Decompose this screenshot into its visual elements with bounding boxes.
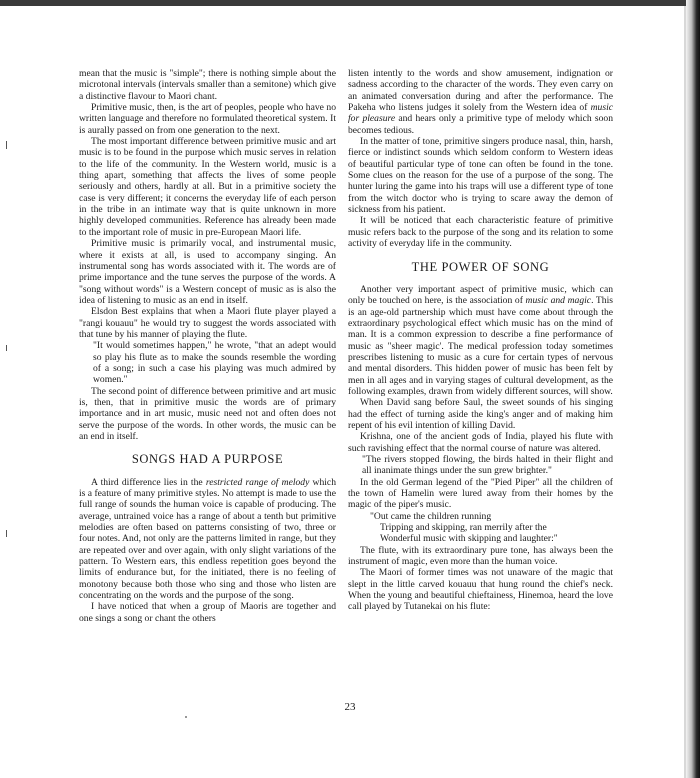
section-heading: SONGS HAD A PURPOSE [131,452,284,467]
verse-line: Tripping and skipping, ran merrily after the [380,522,547,534]
paragraph: The most important difference between primitive music and art music is to be found in the purpose which music serves in relation to the life of the community. In the Western world, music is a thing apart, something that affects the lives of some people seriously and others, hardly at all. But in a primitive society the case is very different; it concerns the everyday life of each person in the tribe in an intimate way that is quite unknown in more highly developed communities. Reference has already been made to the important role of music in pre-European Maori life. [79,136,336,238]
scan-top-edge [0,0,700,6]
text-run: and hears only a primitive type of melody which soon becomes tedious. [348,113,613,136]
speck [185,716,187,718]
paragraph [348,284,613,397]
text-run: Another very important aspect of primitive music, which can only be touched on here, is the association of [348,283,613,307]
paragraph: Primitive music is primarily vocal, and instrumental music, where it exists at all, is used to accompany singing. An instrumental song has words associated with it. The words are of prime importance and the tune serves the purpose of the words. A "song without words" is a Western concept of music as is also the idea of listening to music as an end in itself. [79,238,336,306]
paragraph: Primitive music, then, is the art of peoples, people who have no written language and therefore no formulated theoretical system. It is aurally passed on from one generation to the next. [79,102,336,136]
verse-line: Wonderful music with skipping and laughter:" [380,533,558,545]
paragraph: The Maori of former times was not unaware of the magic that slept in the little carved kouauu that hung round the chief's neck. When the young and beautiful chieftainess, Hinemoa, heard the love call played by Tutanekai on his flute: [348,567,613,613]
margin-mark [6,530,7,537]
block-quote: "The rivers stopped flowing, the birds halted in their flight and all inanimate things under the sun grew brighter." [362,454,613,477]
margin-mark [6,345,7,351]
paragraph: Krishna, one of the ancient gods of India, played his flute with such ravishing effect that the normal course of nature was altered. [348,431,613,454]
italic-text: restricted range of melody [205,476,310,488]
italic-text: music and magic [525,295,592,307]
text-run: listen intently to the words and show amusement, indignation or sadness according to the character of the words. They even carry on an animated conversation during and after the performance. The Pakeha who listens judges it solely from the Western idea of [348,68,613,114]
text-run: which is a feature of many primitive styles. No attempt is made to use the full range of sounds the human voice is capable of producing. The average, untrained voice has a range of about a tenth but primitive melodies are often based on patterns consisting of two, three or four notes. And, not only are the patterns limited in range, but they are repeated over and over again, with only slight variations of the pattern. To Western ears, this endless repetition goes beyond the limits of endurance but, for the initiated, there is no feeling of monotony because both those who sing and those who listen are concentrating on the words and the purpose of the song. [79,476,336,602]
verse-line: "Out came the children running [370,510,492,522]
paragraph: The flute, with its extraordinary pure tone, has always been the instrument of magic, even more than the human voice. [348,544,613,568]
margin-mark [6,141,7,149]
paragraph: When David sang before Saul, the sweet sounds of his singing had the effect of turning aside the king's anger and of making him repent of his evil intention of killing David. [348,397,613,431]
paragraph: I have noticed that when a group of Maoris are together and one sings a song or chant the others [79,601,336,624]
paragraph [348,68,613,136]
text-run: A third difference lies in the [91,476,206,488]
block-quote: "It would sometimes happen," he wrote, "that an adept would so play his flute as to make the sounds resemble the wording of a song; in such a case his playing was much admired by women." [93,340,336,386]
text-run: . This is an age-old partnership which must have come about through the extraordinary psychological effect which music has on the mind of man. It is a common expression to describe a fine performance of music as "sheer magic'. The medical profession today sometimes prescribes listening to music as a cure for certain types of nervous and mental disorders. This hidden power of music has been felt by men in all ages and in varying stages of cultural development, as the following examples, drawn from widely different sources, will show. [348,295,613,397]
scan-right-edge [686,0,700,778]
paragraph: In the matter of tone, primitive singers produce nasal, thin, harsh, fierce or indistinct sounds which seldom conform to Western ideas of beautiful particular type of tone can often be found in the tone. Some clues on the reason for the use of a purpose of the song. The hunter luring the game into his traps will use a different type of tone from the witch doctor who is trying to scare away the demon of sickness from his patient. [348,136,613,216]
page-number: 23 [344,701,356,713]
paragraph: It will be noticed that each characteristic feature of primitive music refers back to the purpose of the song and its relation to some activity of everyday life in the community. [348,215,613,250]
paragraph: mean that the music is "simple"; there is nothing simple about the microtonal intervals (intervals smaller than a semitone) which give a distinctive flavour to Maori chant. [79,68,336,102]
paragraph [79,477,336,602]
paragraph: The second point of difference between primitive and art music is, then, that in primitive music the words are of primary importance and in art music, music need not and often does not serve the purpose of the words. In other words, the music can be an end in itself. [79,385,336,442]
paragraph: In the old German legend of the "Pied Piper" all the children of the town of Hamelin were lured away from their homes by the magic of the piper's music. [348,476,613,511]
right-column [348,68,613,613]
left-column [79,68,336,624]
section-heading: THE POWER OF SONG [411,259,550,274]
italic-text: music for pleasure [348,102,613,125]
paragraph: Elsdon Best explains that when a Maori flute player played a "rangi kouauu" he would try to suggest the words associated with that tune by his manner of playing the flute. [79,306,336,340]
